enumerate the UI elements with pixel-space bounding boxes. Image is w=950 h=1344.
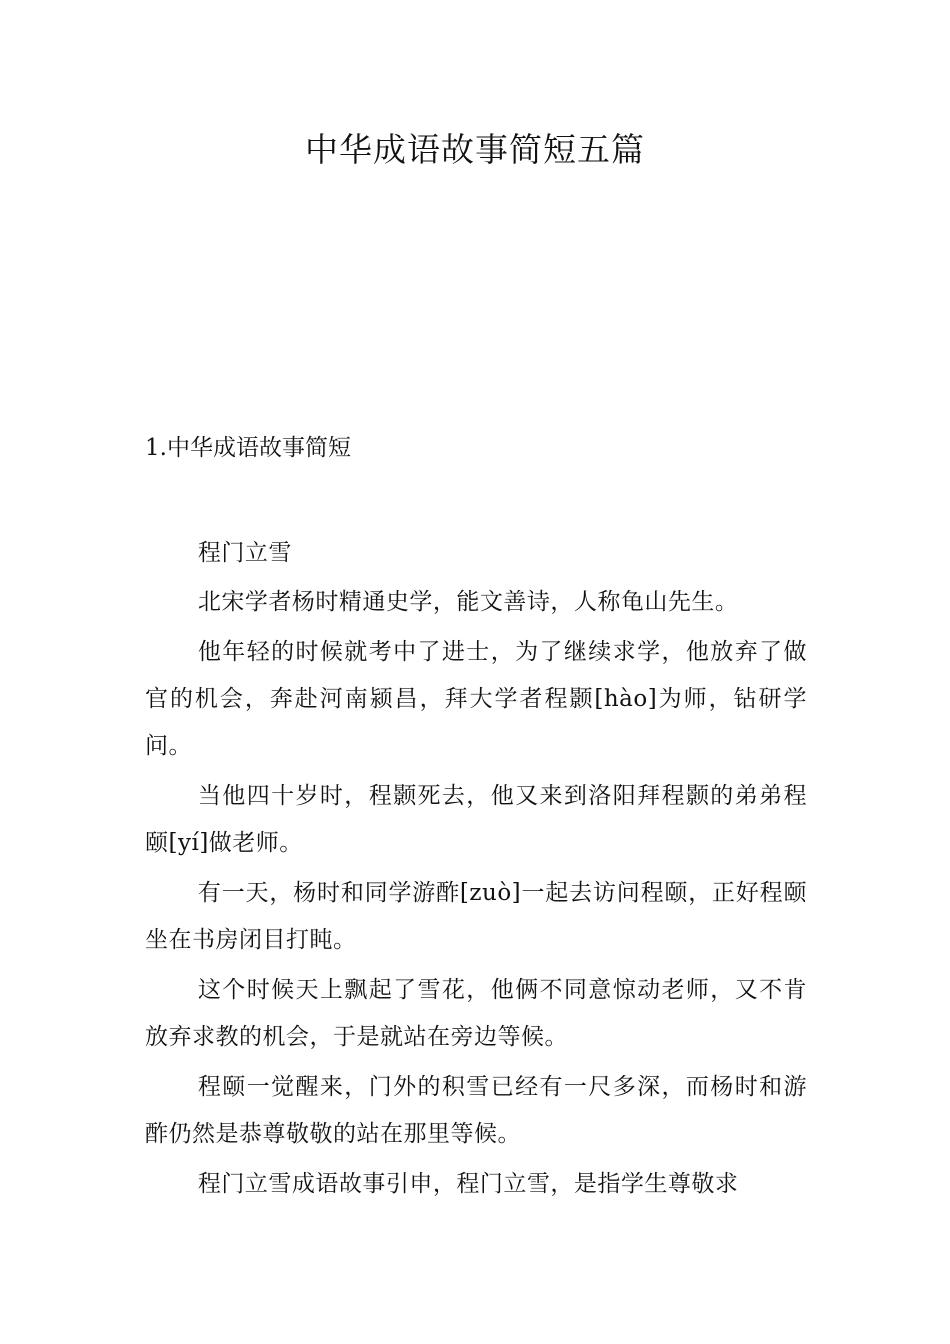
story-paragraph: 这个时候天上飘起了雪花，他俩不同意惊动老师，又不肯放弃求教的机会，于是就站在旁边等候。 [145, 977, 807, 1050]
story-paragraph: 北宋学者杨时精通史学，能文善诗，人称龟山先生。 [197, 589, 739, 615]
document-title: 中华成语故事简短五篇 [305, 130, 645, 169]
story-paragraph: 有一天，杨时和同学游酢[zuò]一起去访问程颐，正好程颐坐在书房闭目打盹。 [145, 880, 807, 953]
story-title: 程门立雪 [197, 540, 292, 566]
story-paragraph: 程门立雪成语故事引申，程门立雪，是指学生尊敬求 [197, 1171, 739, 1197]
story-body [145, 530, 807, 1211]
story-paragraph: 当他四十岁时，程颢死去，他又来到洛阳拜程颢的弟弟程颐[yí]做老师。 [145, 783, 807, 856]
story-paragraph: 程颐一觉醒来，门外的积雪已经有一尺多深，而杨时和游酢仍然是恭尊敬敬的站在那里等候。 [145, 1074, 807, 1147]
section-heading: 1.中华成语故事简短 [145, 435, 351, 461]
story-paragraph: 他年轻的时候就考中了进士，为了继续求学，他放弃了做官的机会，奔赴河南颍昌，拜大学者程颢[hào]为师，钻研学问。 [145, 639, 807, 759]
